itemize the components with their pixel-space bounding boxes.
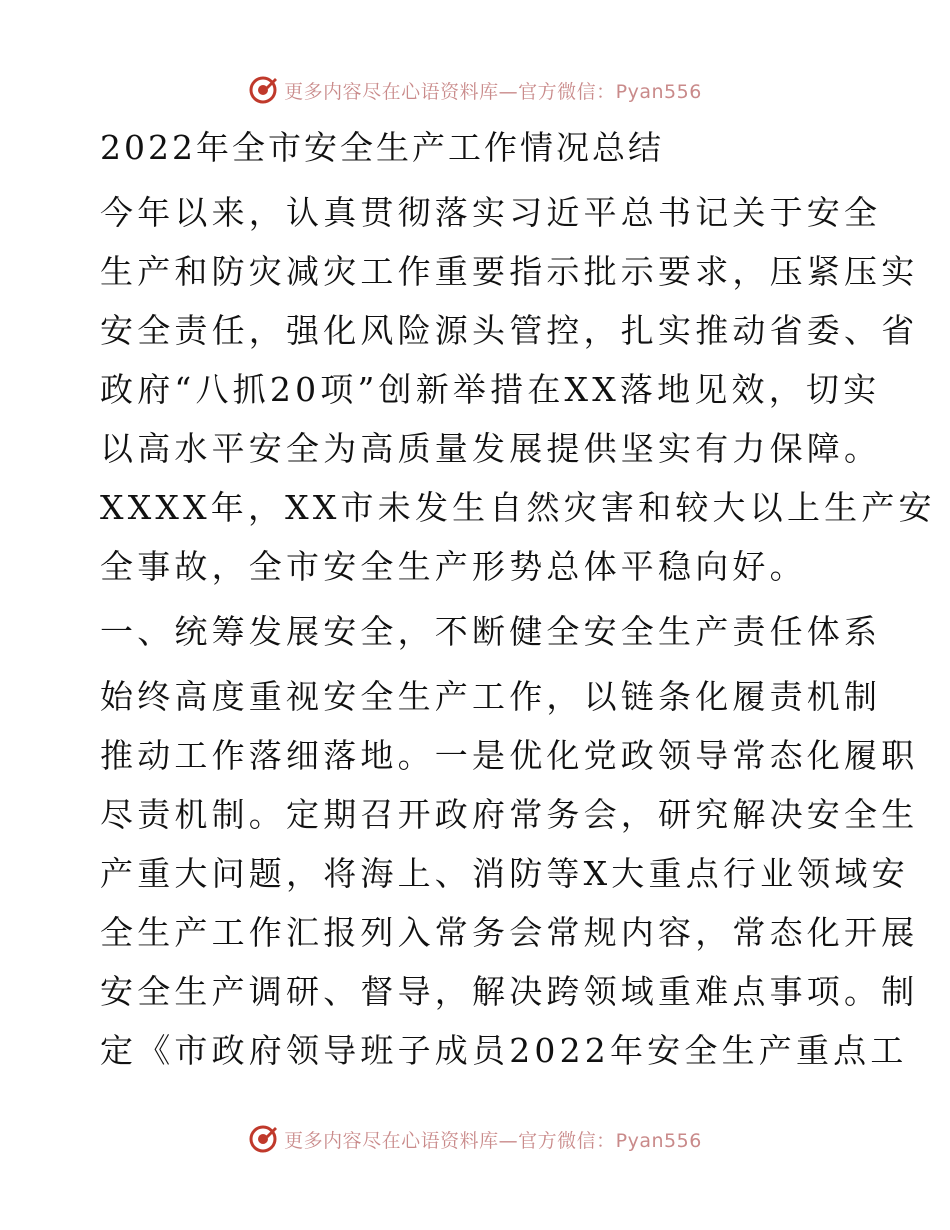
paragraph-line: 推动工作落细落地。一是优化党政领导常态化履职 (100, 736, 919, 775)
paragraph-line: 全生产工作汇报列入常务会常规内容，常态化开展 (100, 913, 919, 952)
paragraph-line: 始终高度重视安全生产工作，以链条化履责机制 (100, 677, 882, 716)
paragraph-line: 全事故，全市安全生产形势总体平稳向好。 (100, 547, 807, 586)
document-title: 2022年全市安全生产工作情况总结 (100, 128, 664, 167)
header-watermark (0, 72, 950, 108)
document-body (100, 118, 936, 1080)
watermark-text: 更多内容尽在心语资料库—官方微信：Pyan556 (284, 80, 702, 103)
footer-watermark (0, 1121, 950, 1157)
paragraph-line: 安全生产调研、督导，解决跨领域重难点事项。制 (100, 972, 919, 1011)
paragraph-section-1 (100, 667, 919, 1080)
paragraph-line: 以高水平安全为高质量发展提供坚实有力保障。 (100, 429, 882, 468)
paragraph-line: 产重大问题，将海上、消防等X大重点行业领域安 (100, 854, 909, 893)
paragraph-line: 生产和防灾减灾工作重要指示批示要求，压紧压实 (100, 252, 919, 291)
red-circle-pen-logo-icon (248, 75, 278, 105)
watermark-text: 更多内容尽在心语资料库—官方微信：Pyan556 (284, 1129, 702, 1152)
paragraph-line: 尽责机制。定期召开政府常务会，研究解决安全生 (100, 795, 919, 834)
red-circle-pen-logo-icon (248, 1124, 278, 1154)
paragraph-line: XXXX年，XX市未发生自然灾害和较大以上生产安 (100, 488, 936, 527)
paragraph-line: 今年以来，认真贯彻落实习近平总书记关于安全 (100, 193, 882, 232)
paragraph-line: 定《市政府领导班子成员2022年安全生产重点工 (100, 1031, 908, 1070)
paragraph-line: 政府“八抓20项”创新举措在XX落地见效，切实 (100, 370, 881, 409)
paragraph-intro (100, 183, 936, 596)
paragraph-line: 安全责任，强化风险源头管控，扎实推动省委、省 (100, 311, 919, 350)
section-heading-1: 一、统筹发展安全，不断健全安全生产责任体系 (100, 612, 882, 651)
